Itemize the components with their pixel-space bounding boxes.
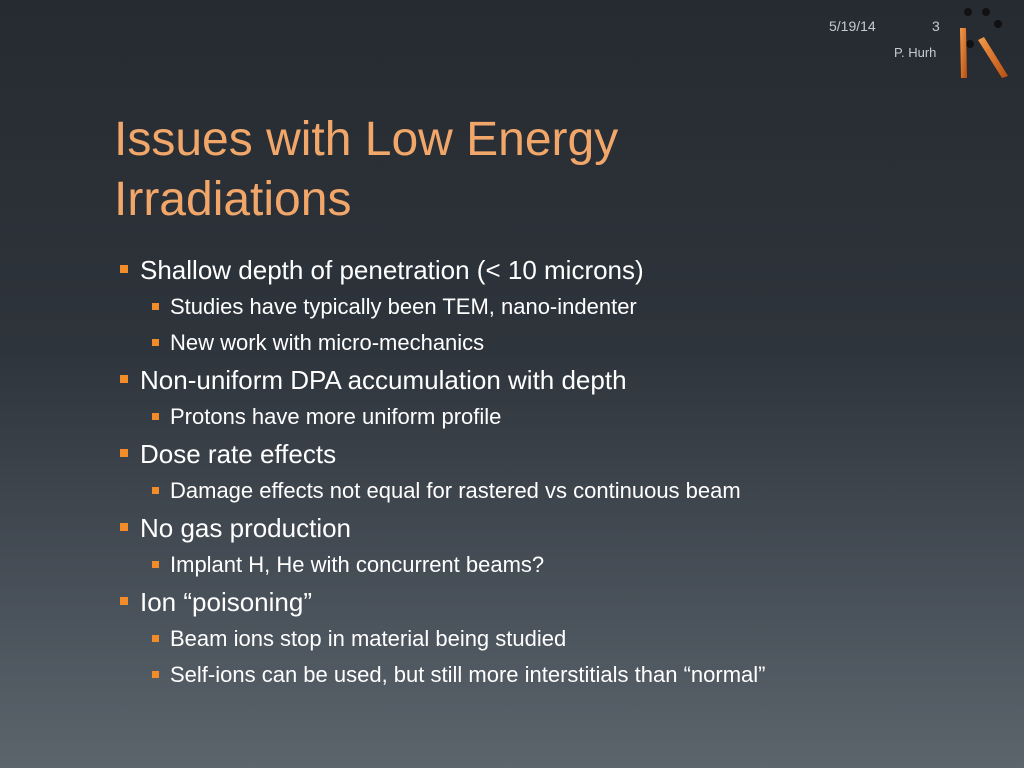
bullet-text: Non-uniform DPA accumulation with depth	[140, 365, 627, 395]
slide-title	[114, 110, 874, 230]
bullet-text: No gas production	[140, 513, 352, 543]
bullet-marker-icon	[120, 265, 128, 273]
bullet-marker-icon	[152, 339, 159, 346]
bullet-text: Beam ions stop in material being studied	[170, 626, 567, 651]
bullet-text: Protons have more uniform profile	[170, 404, 502, 429]
bullet-text: Studies have typically been TEM, nano-indenter	[170, 294, 637, 319]
bullet-text: Self-ions can be used, but still more interstitials than “normal”	[170, 662, 766, 687]
sub-bullet-implant-h-he	[118, 548, 998, 582]
sub-bullet-micro-mechanics	[118, 326, 998, 360]
bullet-no-gas-production	[118, 510, 998, 546]
sub-bullet-tem-nano-indenter	[118, 290, 998, 324]
sub-bullet-self-ions	[118, 658, 998, 692]
slide-date: 5/19/14	[829, 18, 876, 34]
bullet-marker-icon	[152, 413, 159, 420]
bullet-marker-icon	[120, 597, 128, 605]
bullet-dose-rate	[118, 436, 998, 472]
bullet-ion-poisoning	[118, 584, 998, 620]
orange-r-logo-icon	[950, 4, 1016, 80]
bullet-marker-icon	[152, 635, 159, 642]
slide-number: 3	[932, 18, 940, 34]
slide-title-line-1: Issues with Low Energy	[114, 113, 619, 166]
bullet-non-uniform-dpa	[118, 362, 998, 398]
bullet-marker-icon	[152, 561, 159, 568]
slide-author: P. Hurh	[894, 45, 937, 60]
bullet-marker-icon	[152, 303, 159, 310]
bullet-marker-icon	[152, 671, 159, 678]
bullet-text: Damage effects not equal for rastered vs continuous beam	[170, 478, 741, 503]
bullet-text: Dose rate effects	[140, 439, 337, 469]
sub-bullet-beam-ions-stop	[118, 622, 998, 656]
bullet-marker-icon	[120, 375, 128, 383]
bullet-marker-icon	[120, 523, 128, 531]
bullet-shallow-depth	[118, 252, 998, 288]
bullet-marker-icon	[152, 487, 159, 494]
sub-bullet-protons-profile	[118, 400, 998, 434]
bullet-marker-icon	[120, 449, 128, 457]
bullet-text: Shallow depth of penetration (< 10 microns)	[140, 255, 644, 285]
bullet-text: Implant H, He with concurrent beams?	[170, 552, 545, 577]
bullet-list	[118, 250, 998, 692]
bullet-text: New work with micro-mechanics	[170, 330, 485, 355]
sub-bullet-rastered-vs-continuous	[118, 474, 998, 508]
slide-title-line-2: Irradiations	[114, 173, 352, 226]
bullet-text: Ion “poisoning”	[140, 587, 312, 617]
